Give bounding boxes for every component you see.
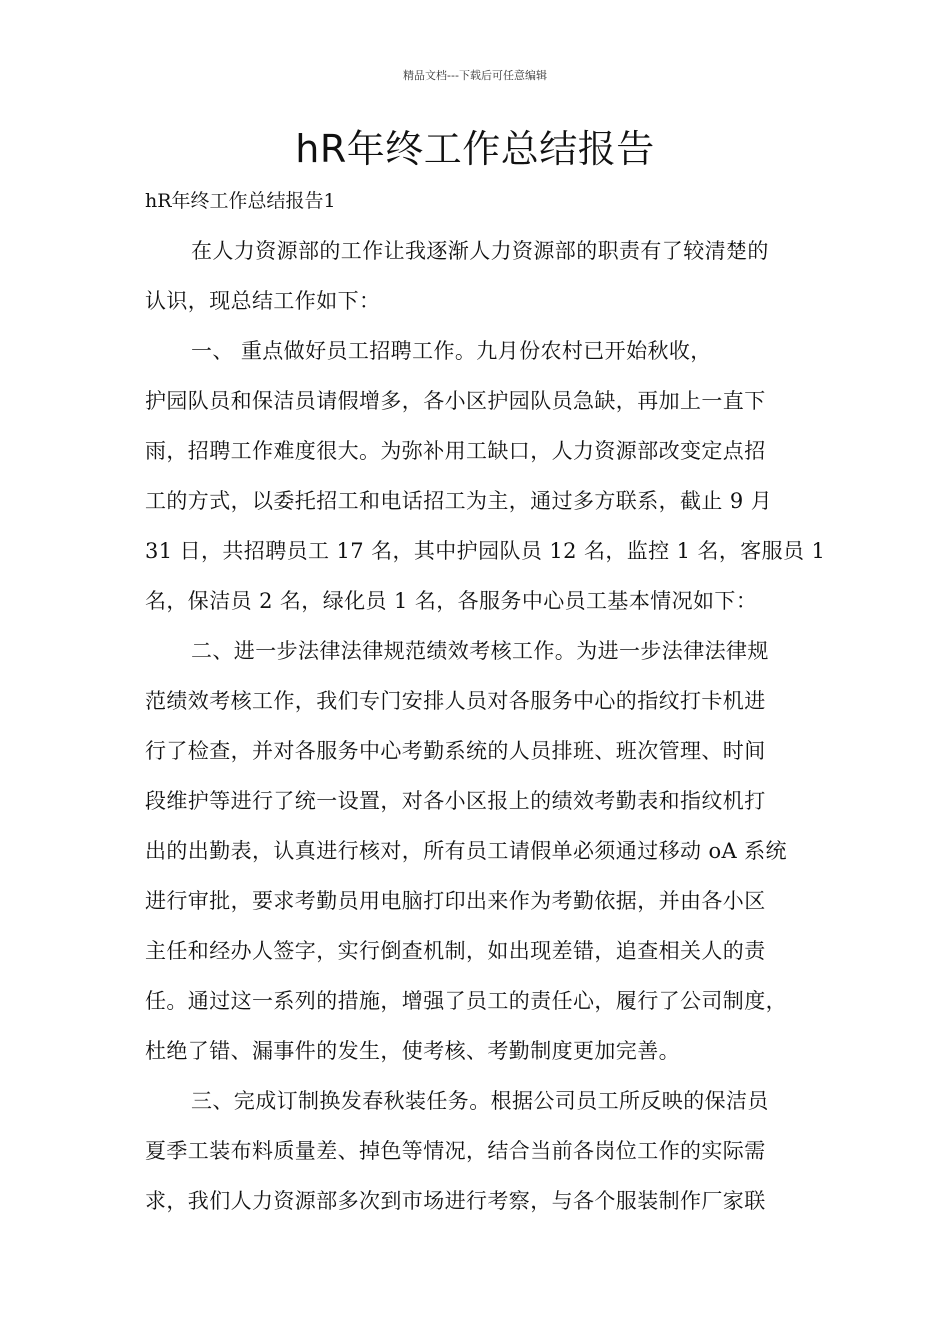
paragraph-line: 段维护等进行了统一设置，对各小区报上的绩效考勤表和指纹机打	[145, 789, 766, 813]
paragraph-line: 三、完成订制换发春秋装任务。根据公司员工所反映的保洁员	[191, 1089, 769, 1113]
paragraph-line: 认识，现总结工作如下：	[145, 289, 381, 313]
paragraph-line: 夏季工装布料质量差、掉色等情况，结合当前各岗位工作的实际需	[145, 1139, 766, 1163]
paragraph-line: 出的出勤表，认真进行核对，所有员工请假单必须通过移动 oA 系统	[145, 839, 787, 863]
document-body	[145, 232, 825, 1232]
paragraph-line: 进行审批，要求考勤员用电脑打印出来作为考勤依据，并由各小区	[145, 889, 766, 913]
paragraph-line: 求，我们人力资源部多次到市场进行考察，与各个服装制作厂家联	[145, 1189, 766, 1213]
paragraph-line: 主任和经办人签字，实行倒查机制，如出现差错，追查相关人的责	[145, 939, 766, 963]
paragraph-line: 工的方式，以委托招工和电话招工为主，通过多方联系，截止 9 月	[145, 489, 773, 513]
paragraph-line: 雨，招聘工作难度很大。为弥补用工缺口，人力资源部改变定点招	[145, 439, 766, 463]
paragraph-line: 31 日，共招聘员工 17 名，其中护园队员 12 名，监控 1 名，客服员 1	[145, 539, 826, 563]
paragraph-line: 在人力资源部的工作让我逐渐人力资源部的职责有了较清楚的	[191, 239, 769, 263]
page-header: 精品文档---下载后可任意编辑	[403, 69, 547, 82]
document-subtitle: hR年终工作总结报告1	[145, 190, 336, 212]
paragraph-line: 范绩效考核工作，我们专门安排人员对各服务中心的指纹打卡机进	[145, 689, 766, 713]
paragraph-line: 任。通过这一系列的措施，增强了员工的责任心，履行了公司制度，	[145, 989, 787, 1013]
paragraph-line: 一、 重点做好员工招聘工作。九月份农村已开始秋收，	[191, 339, 712, 363]
document-title: hR年终工作总结报告	[295, 127, 655, 171]
paragraph-line: 护园队员和保洁员请假增多，各小区护园队员急缺，再加上一直下	[145, 389, 766, 413]
paragraph-line: 行了检查，并对各服务中心考勤系统的人员排班、班次管理、时间	[145, 739, 766, 763]
paragraph-line: 二、进一步法律法律规范绩效考核工作。为进一步法律法律规	[191, 639, 769, 663]
paragraph-line: 名，保洁员 2 名，绿化员 1 名，各服务中心员工基本情况如下：	[145, 589, 758, 613]
paragraph-line: 杜绝了错、漏事件的发生，使考核、考勤制度更加完善。	[145, 1039, 680, 1063]
